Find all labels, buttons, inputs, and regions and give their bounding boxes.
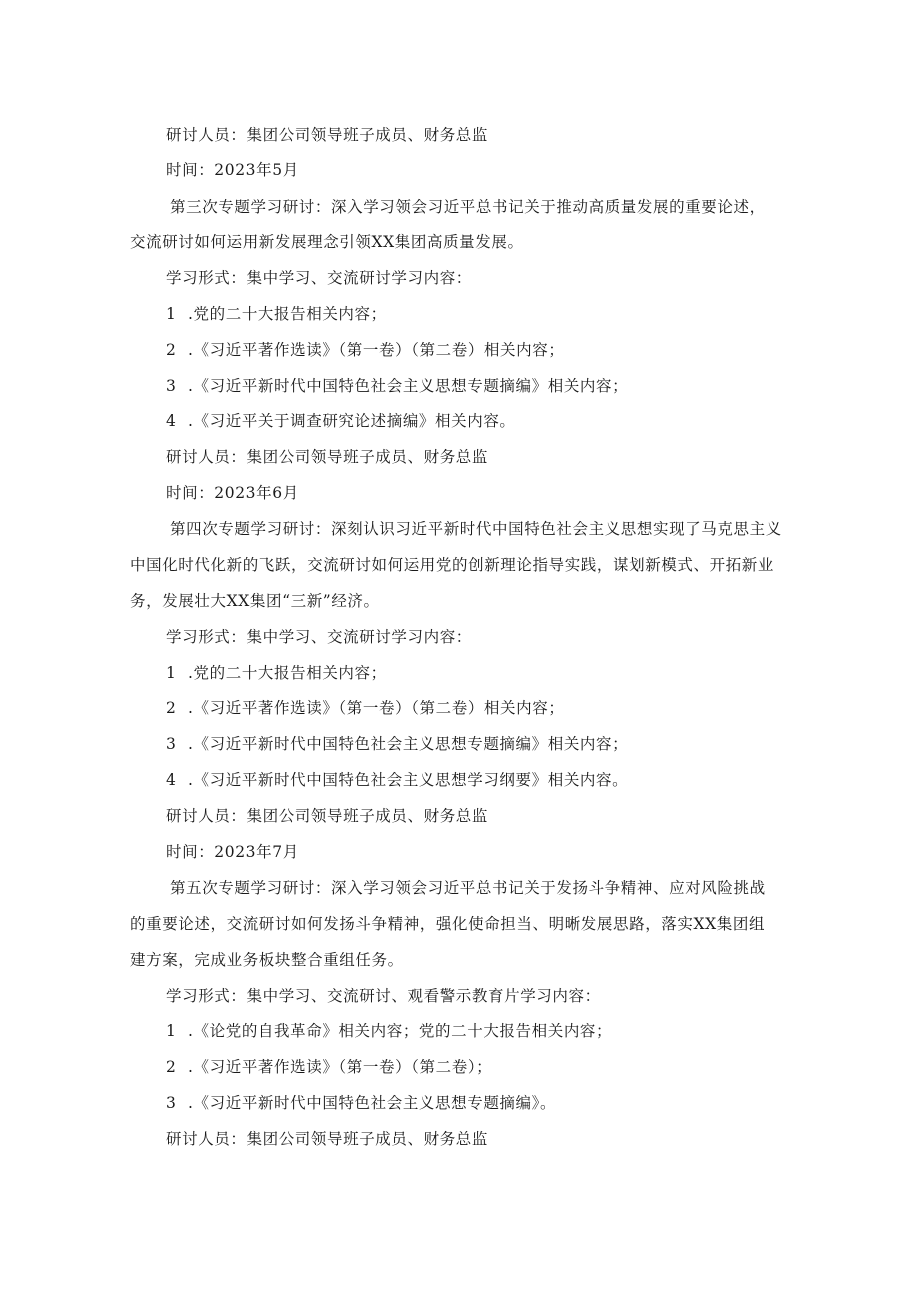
- session-4-title-cont: 务，发展壮大XX集团“三新”经济。: [130, 592, 380, 610]
- session-5-title-cont: 的重要论述，交流研讨如何发扬斗争精神，强化使命担当、明晰发展思路，落实XX集团组: [130, 915, 766, 933]
- list-number: 4: [166, 412, 177, 430]
- list-text: .党的二十大报告相关内容；: [188, 305, 387, 323]
- participants-line: 研讨人员：集团公司领导班子成员、财务总监: [166, 807, 489, 825]
- session-4-title-cont: 中国化时代化新的飞跃，交流研讨如何运用党的创新理论指导实践，谋划新模式、开拓新业: [130, 556, 775, 574]
- list-item: [166, 1093, 556, 1113]
- list-item: [166, 304, 387, 324]
- session-3-title: 第三次专题学习研讨：深入学习领会习近平总书记关于推动高质量发展的重要论述，: [170, 198, 766, 216]
- list-number: 3: [166, 377, 177, 395]
- list-item: [166, 663, 387, 683]
- session-5-title-cont: 建方案，完成业务板块整合重组任务。: [130, 951, 404, 969]
- list-number: 3: [166, 735, 177, 753]
- session-3-title-cont: 交流研讨如何运用新发展理念引领XX集团高质量发展。: [130, 233, 524, 251]
- list-item: [166, 1057, 492, 1077]
- list-text: .《习近平新时代中国特色社会主义思想学习纲要》相关内容。: [188, 771, 629, 789]
- participants-line: 研讨人员：集团公司领导班子成员、财务总监: [166, 1130, 489, 1148]
- study-format-line: 学习形式：集中学习、交流研讨、观看警示教育片学习内容：: [166, 987, 601, 1005]
- participants-line: 研讨人员：集团公司领导班子成员、财务总监: [166, 448, 489, 466]
- list-item: [166, 698, 564, 718]
- session-4-title: 第四次专题学习研讨：深刻认识习近平新时代中国特色社会主义思想实现了马克思主义: [170, 520, 782, 538]
- list-text: .《习近平著作选读》（第一卷）（第二卷）相关内容；: [188, 341, 565, 359]
- time-line: 时间：2023年5月: [166, 161, 299, 179]
- list-number: 1: [166, 305, 177, 323]
- list-text: .《习近平著作选读》（第一卷）（第二卷）相关内容；: [188, 699, 565, 717]
- list-text: .党的二十大报告相关内容；: [188, 664, 387, 682]
- list-text: .《习近平新时代中国特色社会主义思想专题摘编》相关内容；: [188, 735, 629, 753]
- list-text: .《习近平新时代中国特色社会主义思想专题摘编》。: [188, 1094, 557, 1112]
- participants-line: 研讨人员：集团公司领导班子成员、财务总监: [166, 126, 489, 144]
- list-text: .《习近平关于调查研究论述摘编》相关内容。: [188, 412, 516, 430]
- list-number: 2: [166, 341, 177, 359]
- time-line: 时间：2023年7月: [166, 843, 299, 861]
- list-item: [166, 411, 516, 431]
- list-number: 2: [166, 1058, 177, 1076]
- list-number: 1: [166, 1022, 177, 1040]
- list-number: 3: [166, 1094, 177, 1112]
- list-item: [166, 770, 628, 790]
- list-number: 1: [166, 664, 177, 682]
- list-item: [166, 340, 564, 360]
- list-item: [166, 1021, 612, 1041]
- session-5-title: 第五次专题学习研讨：深入学习领会习近平总书记关于发扬斗争精神、应对风险挑战: [170, 879, 766, 897]
- time-line: 时间：2023年6月: [166, 484, 299, 502]
- list-text: .《习近平新时代中国特色社会主义思想专题摘编》相关内容；: [188, 377, 629, 395]
- list-number: 4: [166, 771, 177, 789]
- list-text: .《论党的自我革命》相关内容；党的二十大报告相关内容；: [188, 1022, 613, 1040]
- study-format-line: 学习形式：集中学习、交流研讨学习内容：: [166, 628, 472, 646]
- list-text: .《习近平著作选读》（第一卷）（第二卷）；: [188, 1058, 493, 1076]
- list-item: [166, 376, 628, 396]
- study-format-line: 学习形式：集中学习、交流研讨学习内容：: [166, 269, 472, 287]
- list-item: [166, 734, 628, 754]
- list-number: 2: [166, 699, 177, 717]
